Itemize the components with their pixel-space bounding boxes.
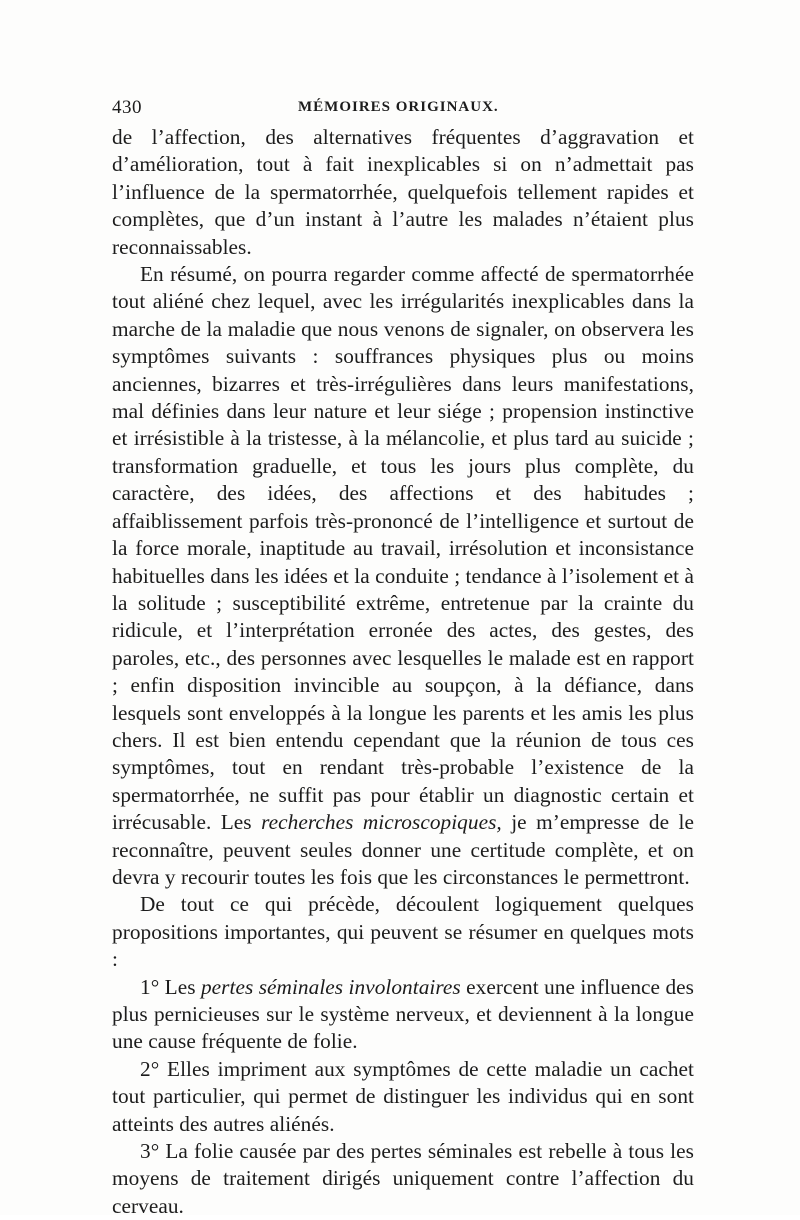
- page-number: 430: [112, 97, 142, 118]
- paragraph-1: de l’affection, des alternatives fréquentes d’aggravation et d’amélioration, tout à fait inexplicables si on n’admettait pas l’influence de la spermatorrhée, quelquefois tellement rapides et complètes, que d’un instant à l’autre les malades n’étaient plus reconnaissables.: [112, 125, 694, 259]
- proposition-1: [112, 974, 694, 1056]
- paragraph-2: [112, 261, 694, 891]
- paragraph-3: De tout ce qui précède, découlent logiquement quelques propositions importantes, qui peuvent se résumer en quelques mots :: [112, 892, 694, 972]
- proposition-1-end: exercent une influence des plus pernicieuses sur le système nerveux, et deviennent à la longue une cause fréquente de folie.: [112, 974, 694, 1054]
- paragraph-2-main: En résumé, on pourra regarder comme affecté de spermatorrhée tout aliéné chez lequel, avec les irrégularités inexplicables dans la marche de la maladie que nous venons de signaler, on observera les symptômes suivants : souffrances physiques plus ou moins anciennes, bizarres et très-irrégulières dans leurs manifestations, mal définies dans leur nature et leur siége ; propension instinctive et irrésistible à la tristesse, à la mélancolie, et plus tard au suicide ; transformation graduelle, et tous les jours plus complète, du caractère, des idées, des affections et des habitudes ; affaiblissement parfois très-prononcé de l’intelligence et surtout de la force morale, inaptitude au travail, irrésolution et inconsistance habituelles dans les idées et la conduite ; tendance à l’isolement et à la solitude ; susceptibilité extrême, entretenue par la crainte du ridicule, et l’interprétation erronée des actes, des gestes, des paroles, etc., des personnes avec lesquelles le malade est en rapport ; enfin disposition invincible au soupçon, à la défiance, dans lesquels sont enveloppés à la longue les parents et les amis les plus chers. Il est bien entendu cependant que la réunion de tous ces symptômes, tout en rendant très-probable l’existence de la spermatorrhée, ne suffit pas pour établir un diagnostic certain et irrécusable. Les: [112, 262, 694, 835]
- paragraph-2-end: je m’empresse de le reconnaître, peuvent seules donner une certitude complète, et on devra y recourir toutes les fois que les circonstances le permettront.: [112, 810, 694, 889]
- body-text: [112, 124, 694, 1220]
- running-head: MÉMOIRES ORIGINAUX.: [298, 99, 499, 115]
- proposition-1-start: 1° Les: [140, 974, 201, 999]
- page-header: [112, 97, 692, 123]
- proposition-3: 3° La folie causée par des pertes séminales est rebelle à tous les moyens de traitement dirigés uniquement contre l’affection du cerveau.: [112, 1139, 694, 1218]
- proposition-2: 2° Elles impriment aux symptômes de cette maladie un cachet tout particulier, qui permet de distinguer les individus qui en sont atteints des autres aliénés.: [112, 1056, 694, 1136]
- proposition-1-italic: pertes séminales involontaires: [200, 974, 461, 999]
- paragraph-2-italic: recherches microscopiques,: [261, 810, 502, 835]
